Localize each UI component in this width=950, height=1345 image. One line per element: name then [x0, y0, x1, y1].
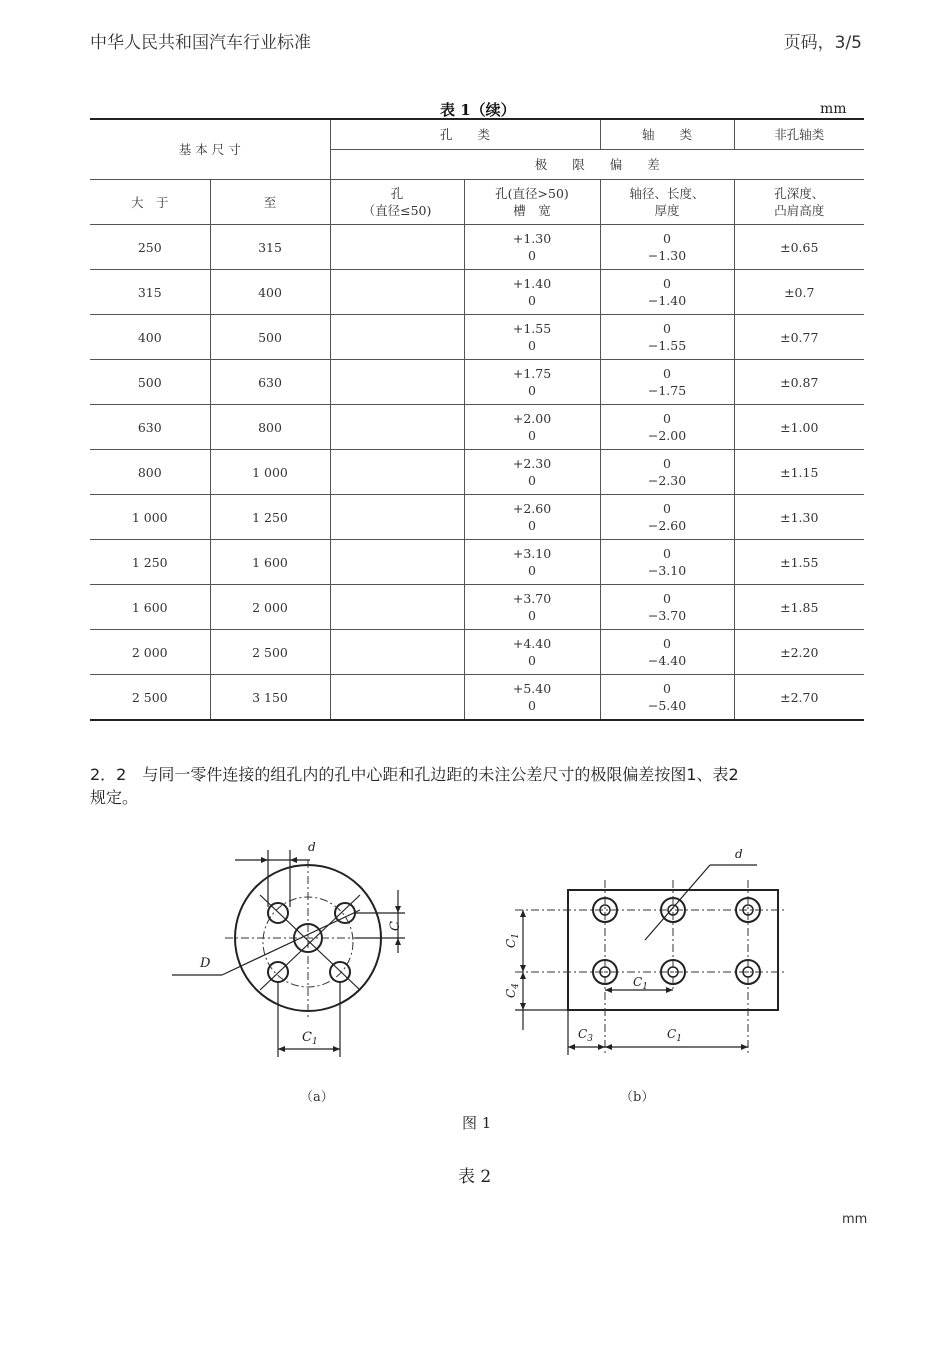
table-row: 400 500 +1.55 0 0 −1.55 ±0.77 — [90, 315, 864, 360]
label-C1-bottom: $C_1$ — [667, 1027, 682, 1044]
table-row: 800 1 000 +2.30 0 0 −2.30 ±1.15 — [90, 450, 864, 495]
table-row: 1 600 2 000 +3.70 0 0 −3.70 ±1.85 — [90, 585, 864, 630]
label-d-b: d — [735, 847, 743, 861]
label-C3: $C_3$ — [578, 1027, 593, 1044]
header-hole-large: 孔(直径>50) 槽 宽 — [464, 180, 600, 225]
header-to: 至 — [210, 180, 330, 225]
table-row: 1 250 1 600 +3.10 0 0 −3.10 ±1.55 — [90, 540, 864, 585]
tolerance-table — [90, 118, 864, 721]
caption-b: （b） — [620, 1090, 655, 1105]
header-non-hole-shaft: 非孔轴类 — [734, 119, 864, 150]
clause-2-2 — [90, 763, 870, 809]
caption-a: （a） — [300, 1090, 334, 1105]
table-row: 2 500 3 150 +5.40 0 0 −5.40 ±2.70 — [90, 675, 864, 721]
header-hole-small: 孔 （直径≤50) — [330, 180, 464, 225]
figure-1-title: 图 1 — [462, 1114, 492, 1132]
figure-1a-diagram — [160, 835, 450, 1070]
label-d: d — [308, 840, 316, 854]
header-non-hole: 孔深度、 凸肩高度 — [734, 180, 864, 225]
table-row: 1 000 1 250 +2.60 0 0 −2.60 ±1.30 — [90, 495, 864, 540]
header-basic-size: 基 本 尺 寸 — [90, 119, 330, 180]
header-shaft: 轴径、长度、 厚度 — [600, 180, 734, 225]
label-C: C — [388, 921, 403, 931]
table-row: 2 000 2 500 +4.40 0 0 −4.40 ±2.20 — [90, 630, 864, 675]
header-shaft-class: 轴 类 — [600, 119, 734, 150]
table-row: 250 315 +1.30 0 0 −1.30 ±0.65 — [90, 225, 864, 270]
clause-line-2: 规定。 — [90, 788, 139, 807]
table2-unit: mm — [842, 1212, 868, 1227]
figure-1b-diagram — [495, 840, 795, 1065]
header-over: 大 于 — [90, 180, 210, 225]
label-D: D — [200, 956, 211, 971]
page-number: 页码，3/5 — [783, 33, 862, 53]
header-title: 中华人民共和国汽车行业标准 — [90, 33, 311, 53]
clause-line-1: 2．2 与同一零件连接的组孔内的孔中心距和孔边距的未注公差尺寸的极限偏差按图1、表2 — [90, 765, 739, 784]
label-C1-left: $C_1$ — [504, 933, 521, 948]
table2-title: 表 2 — [458, 1167, 492, 1187]
header-hole-class: 孔 类 — [330, 119, 600, 150]
table1-unit: mm — [820, 101, 847, 117]
label-C1-inner: $C_1$ — [633, 975, 648, 992]
header-limit-deviation: 极 限 偏 差 — [330, 150, 864, 180]
label-C1: $C_1$ — [302, 1030, 318, 1047]
table-row: 315 400 +1.40 0 0 −1.40 ±0.7 — [90, 270, 864, 315]
table-row: 630 800 +2.00 0 0 −2.00 ±1.00 — [90, 405, 864, 450]
table-row: 500 630 +1.75 0 0 −1.75 ±0.87 — [90, 360, 864, 405]
label-C4: $C_4$ — [504, 983, 521, 998]
table1-caption: 表 1（续） — [440, 101, 516, 119]
